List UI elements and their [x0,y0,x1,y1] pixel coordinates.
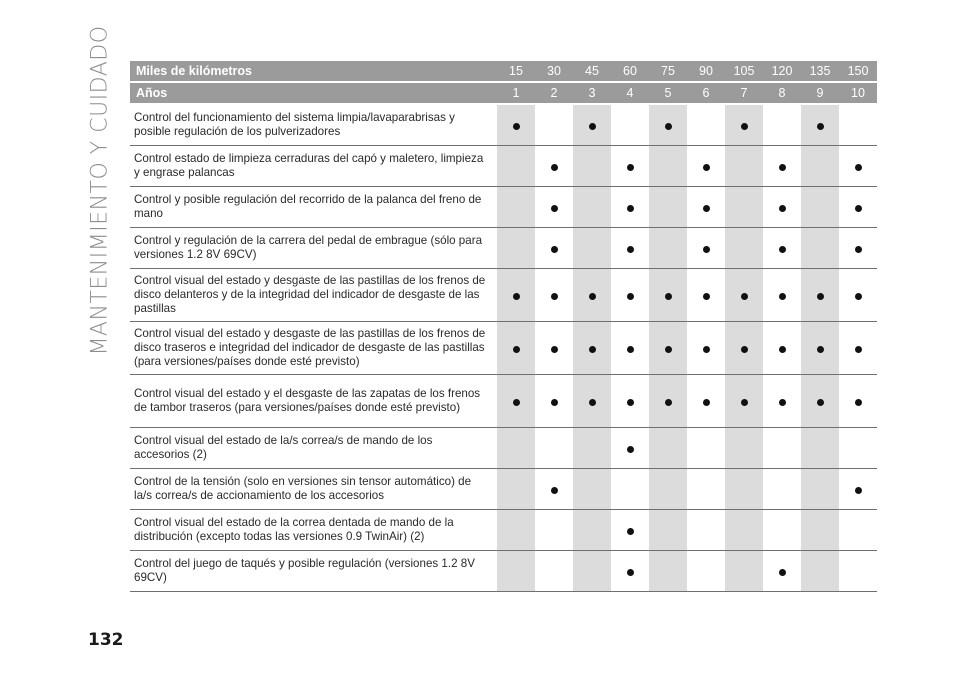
bullet-mark-icon [703,399,710,406]
schedule-cell [839,269,877,322]
schedule-cell [497,469,535,510]
bullet-mark-icon [779,346,786,353]
schedule-cell [763,146,801,187]
bullet-mark-icon [703,293,710,300]
km-header-cell: 45 [573,61,611,83]
schedule-cell [497,510,535,551]
bullet-mark-icon [817,399,824,406]
bullet-mark-icon [589,399,596,406]
bullet-mark-icon [779,569,786,576]
schedule-cell [497,428,535,469]
bullet-mark-icon [741,399,748,406]
schedule-cell [649,269,687,322]
bullet-mark-icon [817,346,824,353]
bullet-mark-icon [665,399,672,406]
bullet-mark-icon [703,246,710,253]
schedule-cell [535,269,573,322]
bullet-mark-icon [627,164,634,171]
schedule-cell [535,105,573,146]
schedule-cell [649,322,687,375]
schedule-cell [801,428,839,469]
schedule-cell [535,510,573,551]
bullet-mark-icon [855,164,862,171]
schedule-cell [535,146,573,187]
schedule-cell [649,428,687,469]
bullet-mark-icon [665,346,672,353]
km-header-cell: 60 [611,61,649,83]
schedule-cell [763,228,801,269]
schedule-cell [839,146,877,187]
schedule-cell [535,428,573,469]
schedule-cell [649,375,687,428]
schedule-cell [725,269,763,322]
schedule-cell [839,322,877,375]
schedule-cell [649,146,687,187]
bullet-mark-icon [855,205,862,212]
maintenance-task-description: Control visual del estado y el desgaste de las zapatas de los frenos de tambor traseros (para versiones/países donde esté previsto) [130,375,497,428]
schedule-cell [725,510,763,551]
schedule-cell [649,510,687,551]
schedule-cell [497,187,535,228]
schedule-cell [535,228,573,269]
maintenance-task-description: Control visual del estado y desgaste de las pastillas de los frenos de disco traseros e integridad del indicador de desgaste de las pastillas (para versiones/países donde esté previsto) [130,322,497,375]
schedule-cell [573,551,611,592]
maintenance-task-description: Control del juego de taqués y posible regulación (versiones 1.2 8V 69CV) [130,551,497,592]
schedule-cell [573,322,611,375]
schedule-cell [839,375,877,428]
bullet-mark-icon [779,205,786,212]
schedule-cell [839,469,877,510]
schedule-cell [611,375,649,428]
schedule-cell [839,105,877,146]
schedule-cell [611,269,649,322]
table-row [130,469,877,510]
year-header-cell: 4 [611,83,649,105]
bullet-mark-icon [551,487,558,494]
schedule-cell [687,269,725,322]
bullet-mark-icon [589,293,596,300]
table-row [130,428,877,469]
schedule-cell [573,187,611,228]
bullet-mark-icon [855,346,862,353]
bullet-mark-icon [855,487,862,494]
kilometers-header-row [130,61,877,83]
schedule-cell [801,322,839,375]
year-header-cell: 5 [649,83,687,105]
bullet-mark-icon [513,399,520,406]
bullet-mark-icon [817,293,824,300]
maintenance-task-description: Control de la tensión (solo en versiones sin tensor automático) de la/s correa/s de accionamiento de los accesorios [130,469,497,510]
schedule-cell [839,187,877,228]
schedule-cell [573,146,611,187]
schedule-cell [497,322,535,375]
schedule-cell [687,375,725,428]
bullet-mark-icon [551,293,558,300]
section-title-text: MANTENIMIENTO Y CUIDADO [87,24,113,356]
bullet-mark-icon [551,346,558,353]
bullet-mark-icon [627,528,634,535]
schedule-cell [611,228,649,269]
table-row [130,187,877,228]
year-header-cell: 1 [497,83,535,105]
schedule-cell [649,228,687,269]
year-header-cell: 9 [801,83,839,105]
schedule-cell [687,228,725,269]
schedule-cell [535,551,573,592]
schedule-cell [763,269,801,322]
kilometers-header-label: Miles de kilómetros [130,61,497,83]
bullet-mark-icon [703,205,710,212]
bullet-mark-icon [589,346,596,353]
bullet-mark-icon [665,123,672,130]
schedule-cell [687,105,725,146]
bullet-mark-icon [741,293,748,300]
schedule-cell [649,187,687,228]
table-row [130,551,877,592]
bullet-mark-icon [551,246,558,253]
bullet-mark-icon [855,246,862,253]
schedule-cell [611,510,649,551]
bullet-mark-icon [627,446,634,453]
schedule-cell [611,428,649,469]
bullet-mark-icon [627,346,634,353]
schedule-cell [573,375,611,428]
schedule-cell [763,375,801,428]
bullet-mark-icon [513,293,520,300]
maintenance-schedule-table [130,61,877,592]
bullet-mark-icon [627,246,634,253]
bullet-mark-icon [627,399,634,406]
schedule-cell [497,269,535,322]
schedule-cell [611,187,649,228]
schedule-cell [497,551,535,592]
table-row [130,105,877,146]
maintenance-rows [130,105,877,592]
schedule-cell [687,322,725,375]
schedule-cell [573,428,611,469]
schedule-cell [687,146,725,187]
schedule-cell [725,428,763,469]
year-header-cell: 8 [763,83,801,105]
km-header-cell: 15 [497,61,535,83]
section-title [80,24,120,356]
schedule-cell [573,269,611,322]
schedule-cell [497,105,535,146]
schedule-cell [687,469,725,510]
bullet-mark-icon [627,293,634,300]
schedule-cell [611,105,649,146]
bullet-mark-icon [855,293,862,300]
schedule-cell [725,551,763,592]
bullet-mark-icon [627,205,634,212]
schedule-cell [801,269,839,322]
schedule-cell [649,469,687,510]
maintenance-task-description: Control y regulación de la carrera del pedal de embrague (sólo para versiones 1.2 8V 69CV) [130,228,497,269]
schedule-cell [573,510,611,551]
bullet-mark-icon [779,399,786,406]
km-header-cell: 150 [839,61,877,83]
bullet-mark-icon [551,399,558,406]
km-header-cell: 105 [725,61,763,83]
schedule-cell [687,428,725,469]
bullet-mark-icon [551,205,558,212]
schedule-cell [801,105,839,146]
schedule-cell [725,105,763,146]
year-header-cell: 6 [687,83,725,105]
schedule-cell [573,469,611,510]
bullet-mark-icon [627,569,634,576]
schedule-cell [611,469,649,510]
schedule-cell [763,428,801,469]
page-number: 132 [88,630,124,650]
year-header-cell: 2 [535,83,573,105]
schedule-cell [725,469,763,510]
bullet-mark-icon [779,246,786,253]
bullet-mark-icon [779,293,786,300]
bullet-mark-icon [665,293,672,300]
km-header-cell: 90 [687,61,725,83]
schedule-cell [573,228,611,269]
schedule-cell [763,187,801,228]
schedule-cell [763,510,801,551]
km-header-cell: 135 [801,61,839,83]
year-header-cell: 7 [725,83,763,105]
bullet-mark-icon [551,164,558,171]
schedule-cell [687,187,725,228]
schedule-cell [611,322,649,375]
year-header-cell: 3 [573,83,611,105]
schedule-cell [763,105,801,146]
table-row [130,322,877,375]
schedule-cell [535,469,573,510]
years-header-label: Años [130,83,497,105]
bullet-mark-icon [817,123,824,130]
bullet-mark-icon [779,164,786,171]
schedule-cell [725,375,763,428]
maintenance-task-description: Control visual del estado y desgaste de las pastillas de los frenos de disco delanteros y de la integridad del indicador de desgaste de las pastillas [130,269,497,322]
schedule-cell [839,551,877,592]
km-header-cell: 30 [535,61,573,83]
maintenance-task-description: Control y posible regulación del recorrido de la palanca del freno de mano [130,187,497,228]
table-row [130,269,877,322]
table-row [130,146,877,187]
schedule-cell [573,105,611,146]
table-row [130,228,877,269]
schedule-cell [763,469,801,510]
table-row [130,510,877,551]
schedule-cell [725,228,763,269]
schedule-cell [763,551,801,592]
schedule-cell [839,428,877,469]
maintenance-task-description: Control visual del estado de la/s correa/s de mando de los accesorios (2) [130,428,497,469]
maintenance-task-description: Control estado de limpieza cerraduras del capó y maletero, limpieza y engrase palancas [130,146,497,187]
bullet-mark-icon [703,164,710,171]
bullet-mark-icon [513,346,520,353]
schedule-cell [839,510,877,551]
schedule-cell [801,146,839,187]
schedule-cell [535,187,573,228]
maintenance-task-description: Control visual del estado de la correa dentada de mando de la distribución (excepto todas las versiones 0.9 TwinAir) (2) [130,510,497,551]
schedule-cell [801,510,839,551]
schedule-cell [497,146,535,187]
schedule-cell [611,551,649,592]
schedule-cell [839,228,877,269]
schedule-cell [725,187,763,228]
schedule-cell [801,469,839,510]
schedule-cell [497,228,535,269]
maintenance-task-description: Control del funcionamiento del sistema limpia/lavaparabrisas y posible regulación de los pulverizadores [130,105,497,146]
km-header-cell: 75 [649,61,687,83]
table-row [130,375,877,428]
schedule-cell [801,228,839,269]
schedule-cell [725,146,763,187]
schedule-cell [763,322,801,375]
year-header-cell: 10 [839,83,877,105]
schedule-cell [535,375,573,428]
schedule-cell [725,322,763,375]
km-header-cell: 120 [763,61,801,83]
schedule-cell [649,551,687,592]
schedule-cell [687,551,725,592]
schedule-cell [801,187,839,228]
schedule-cell [611,146,649,187]
schedule-cell [535,322,573,375]
bullet-mark-icon [855,399,862,406]
bullet-mark-icon [513,123,520,130]
bullet-mark-icon [703,346,710,353]
years-header-row [130,83,877,105]
schedule-cell [497,375,535,428]
schedule-cell [801,375,839,428]
bullet-mark-icon [741,346,748,353]
bullet-mark-icon [589,123,596,130]
schedule-cell [687,510,725,551]
schedule-cell [649,105,687,146]
schedule-cell [801,551,839,592]
bullet-mark-icon [741,123,748,130]
